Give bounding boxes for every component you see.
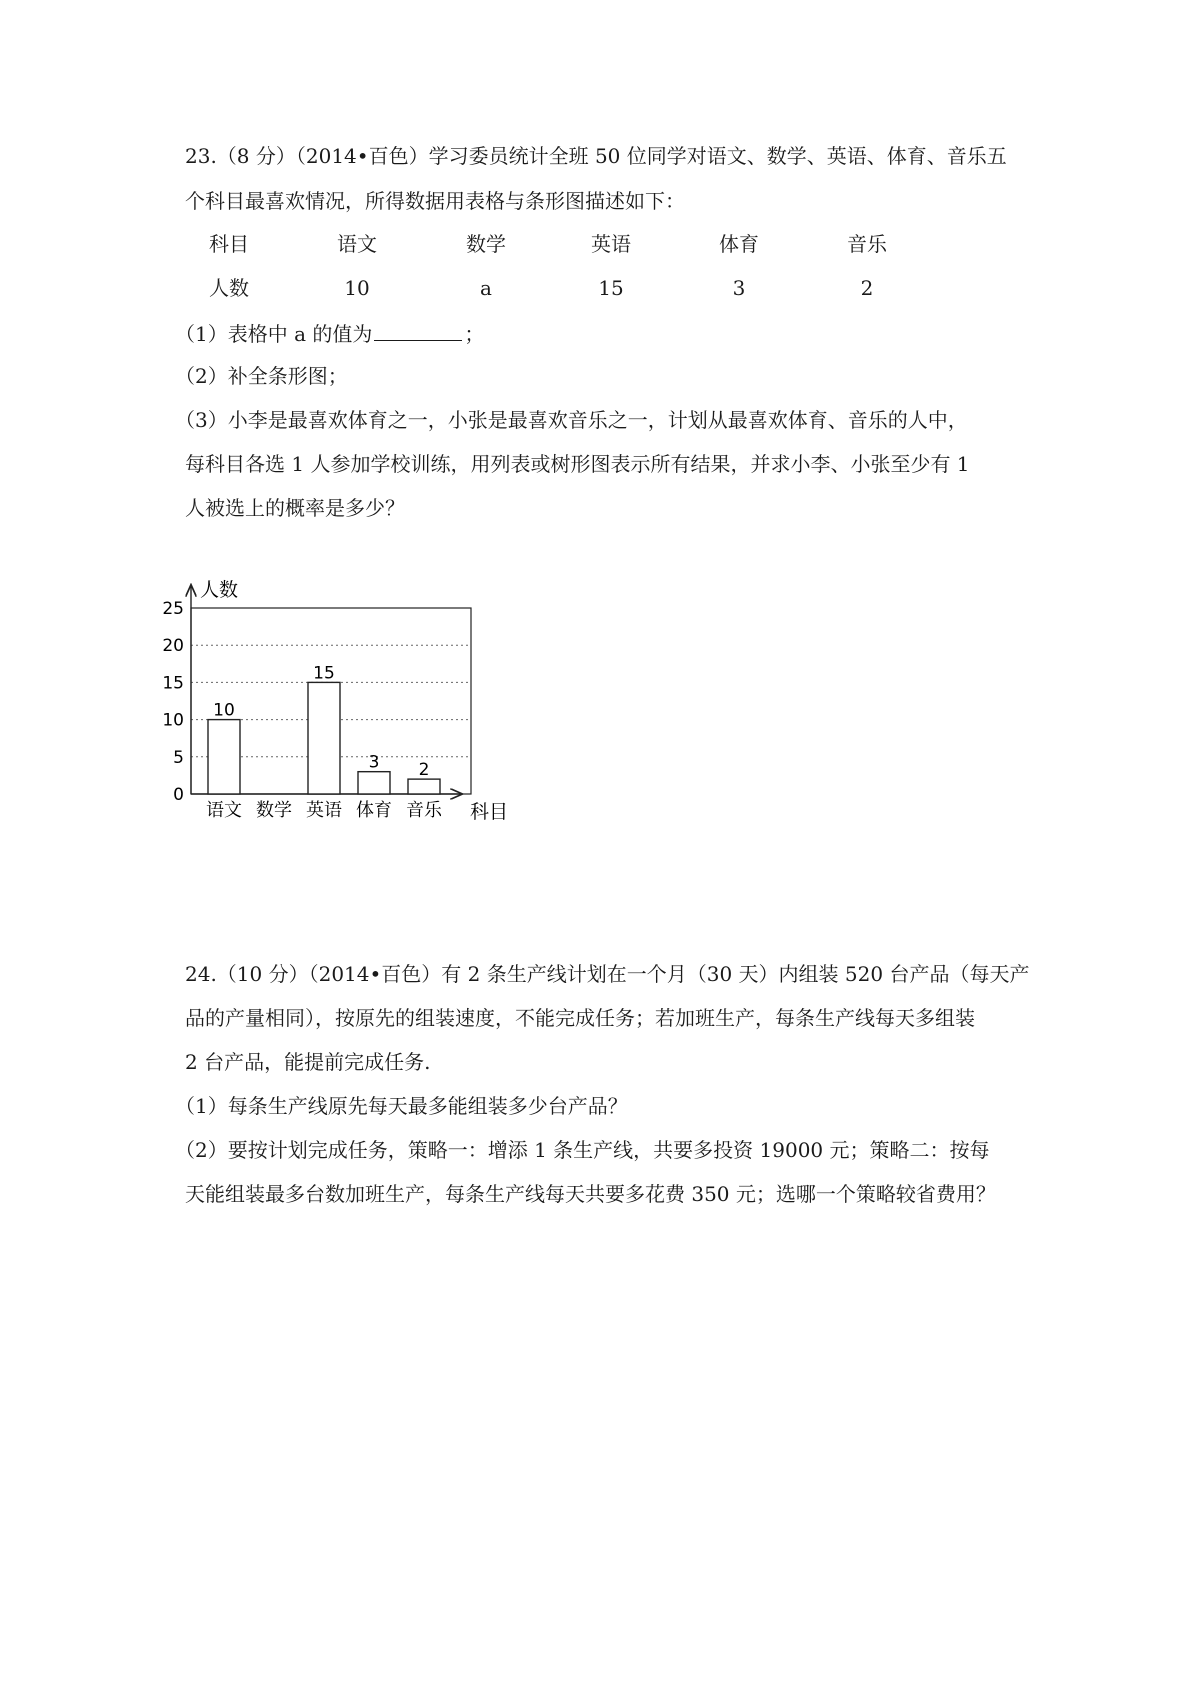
table-row-cell: 2 xyxy=(860,276,874,300)
y-tick-label: 20 xyxy=(162,636,184,657)
y-tick-label: 10 xyxy=(162,710,184,731)
bar-chart xyxy=(162,579,530,830)
table-row-cell: 3 xyxy=(732,276,746,300)
q23-sub1 xyxy=(175,318,484,348)
category-labels xyxy=(206,800,443,821)
y-tick-labels xyxy=(162,599,184,805)
y-tick-label: 25 xyxy=(162,599,184,619)
y-axis-title: 人数 xyxy=(200,579,239,601)
table-header-cell: 英语 xyxy=(591,232,631,256)
q24-sub1: （1）每条生产线原先每天最多能组装多少台产品？ xyxy=(175,1094,628,1118)
bar-value-label: 10 xyxy=(213,700,235,721)
bars xyxy=(208,663,440,794)
bar-value-label: 3 xyxy=(368,752,380,773)
bar xyxy=(308,682,340,794)
table-row-cell: 15 xyxy=(598,276,624,300)
x-axis-title: 科目 xyxy=(470,801,509,823)
q23-stem-line-1: 23.（8 分）（2014•百色）学习委员统计全班 50 位同学对语文、数学、英语、体育、音乐五 xyxy=(185,144,1007,168)
table-header-cell: 体育 xyxy=(719,232,759,256)
q23-sub3-line-2: 每科目各选 1 人参加学校训练，用列表或树形图表示所有结果，并求小李、小张至少有 1 xyxy=(185,452,970,476)
bar xyxy=(408,779,440,794)
answer-blank xyxy=(374,318,462,341)
bar xyxy=(358,772,390,794)
bar-value-label: 15 xyxy=(313,663,335,684)
category-label: 数学 xyxy=(256,800,292,821)
category-label: 音乐 xyxy=(406,800,442,821)
table-row-cell: 人数 xyxy=(209,276,249,300)
q23-sub3-line-3: 人被选上的概率是多少？ xyxy=(185,496,405,520)
table-header-cell: 数学 xyxy=(466,232,506,256)
category-label: 体育 xyxy=(356,800,392,821)
q24-stem-line-2: 品的产量相同），按原先的组装速度，不能完成任务；若加班生产，每条生产线每天多组装 xyxy=(185,1006,975,1030)
table-header-cell: 科目 xyxy=(209,232,249,256)
q24-sub2-line-1: （2）要按计划完成任务，策略一：增添 1 条生产线，共要多投资 19000 元；策略二：按每 xyxy=(175,1138,990,1162)
q23-sub1-text: （1）表格中 a 的值为 xyxy=(175,322,373,346)
category-label: 语文 xyxy=(206,800,242,821)
y-tick-label: 15 xyxy=(162,673,184,694)
q23-sub2: （2）补全条形图； xyxy=(175,364,348,388)
table-header-cell: 语文 xyxy=(337,232,377,256)
bar xyxy=(208,720,240,794)
bar-value-label: 2 xyxy=(418,760,430,781)
table-header-cell: 音乐 xyxy=(847,232,887,256)
y-tick-label: 5 xyxy=(173,747,184,768)
q24-sub2-line-2: 天能组装最多台数加班生产，每条生产线每天共要多花费 350 元；选哪一个策略较省费用？ xyxy=(185,1182,996,1206)
table-row-cell: 10 xyxy=(344,276,370,300)
q23-stem-line-2: 个科目最喜欢情况，所得数据用表格与条形图描述如下： xyxy=(185,189,685,213)
q23-sub1-end: ； xyxy=(464,322,485,346)
q23-sub3-line-1: （3）小李是最喜欢体育之一，小张是最喜欢音乐之一，计划从最喜欢体育、音乐的人中， xyxy=(175,408,968,432)
q24-stem-line-3: 2 台产品，能提前完成任务. xyxy=(185,1050,431,1074)
category-label: 英语 xyxy=(306,800,342,821)
table-row-cell: a xyxy=(480,276,492,300)
y-tick-label: 0 xyxy=(173,785,184,805)
q24-stem-line-1: 24.（10 分）（2014•百色）有 2 条生产线计划在一个月（30 天）内组装 520 台产品（每天产 xyxy=(185,962,1030,986)
